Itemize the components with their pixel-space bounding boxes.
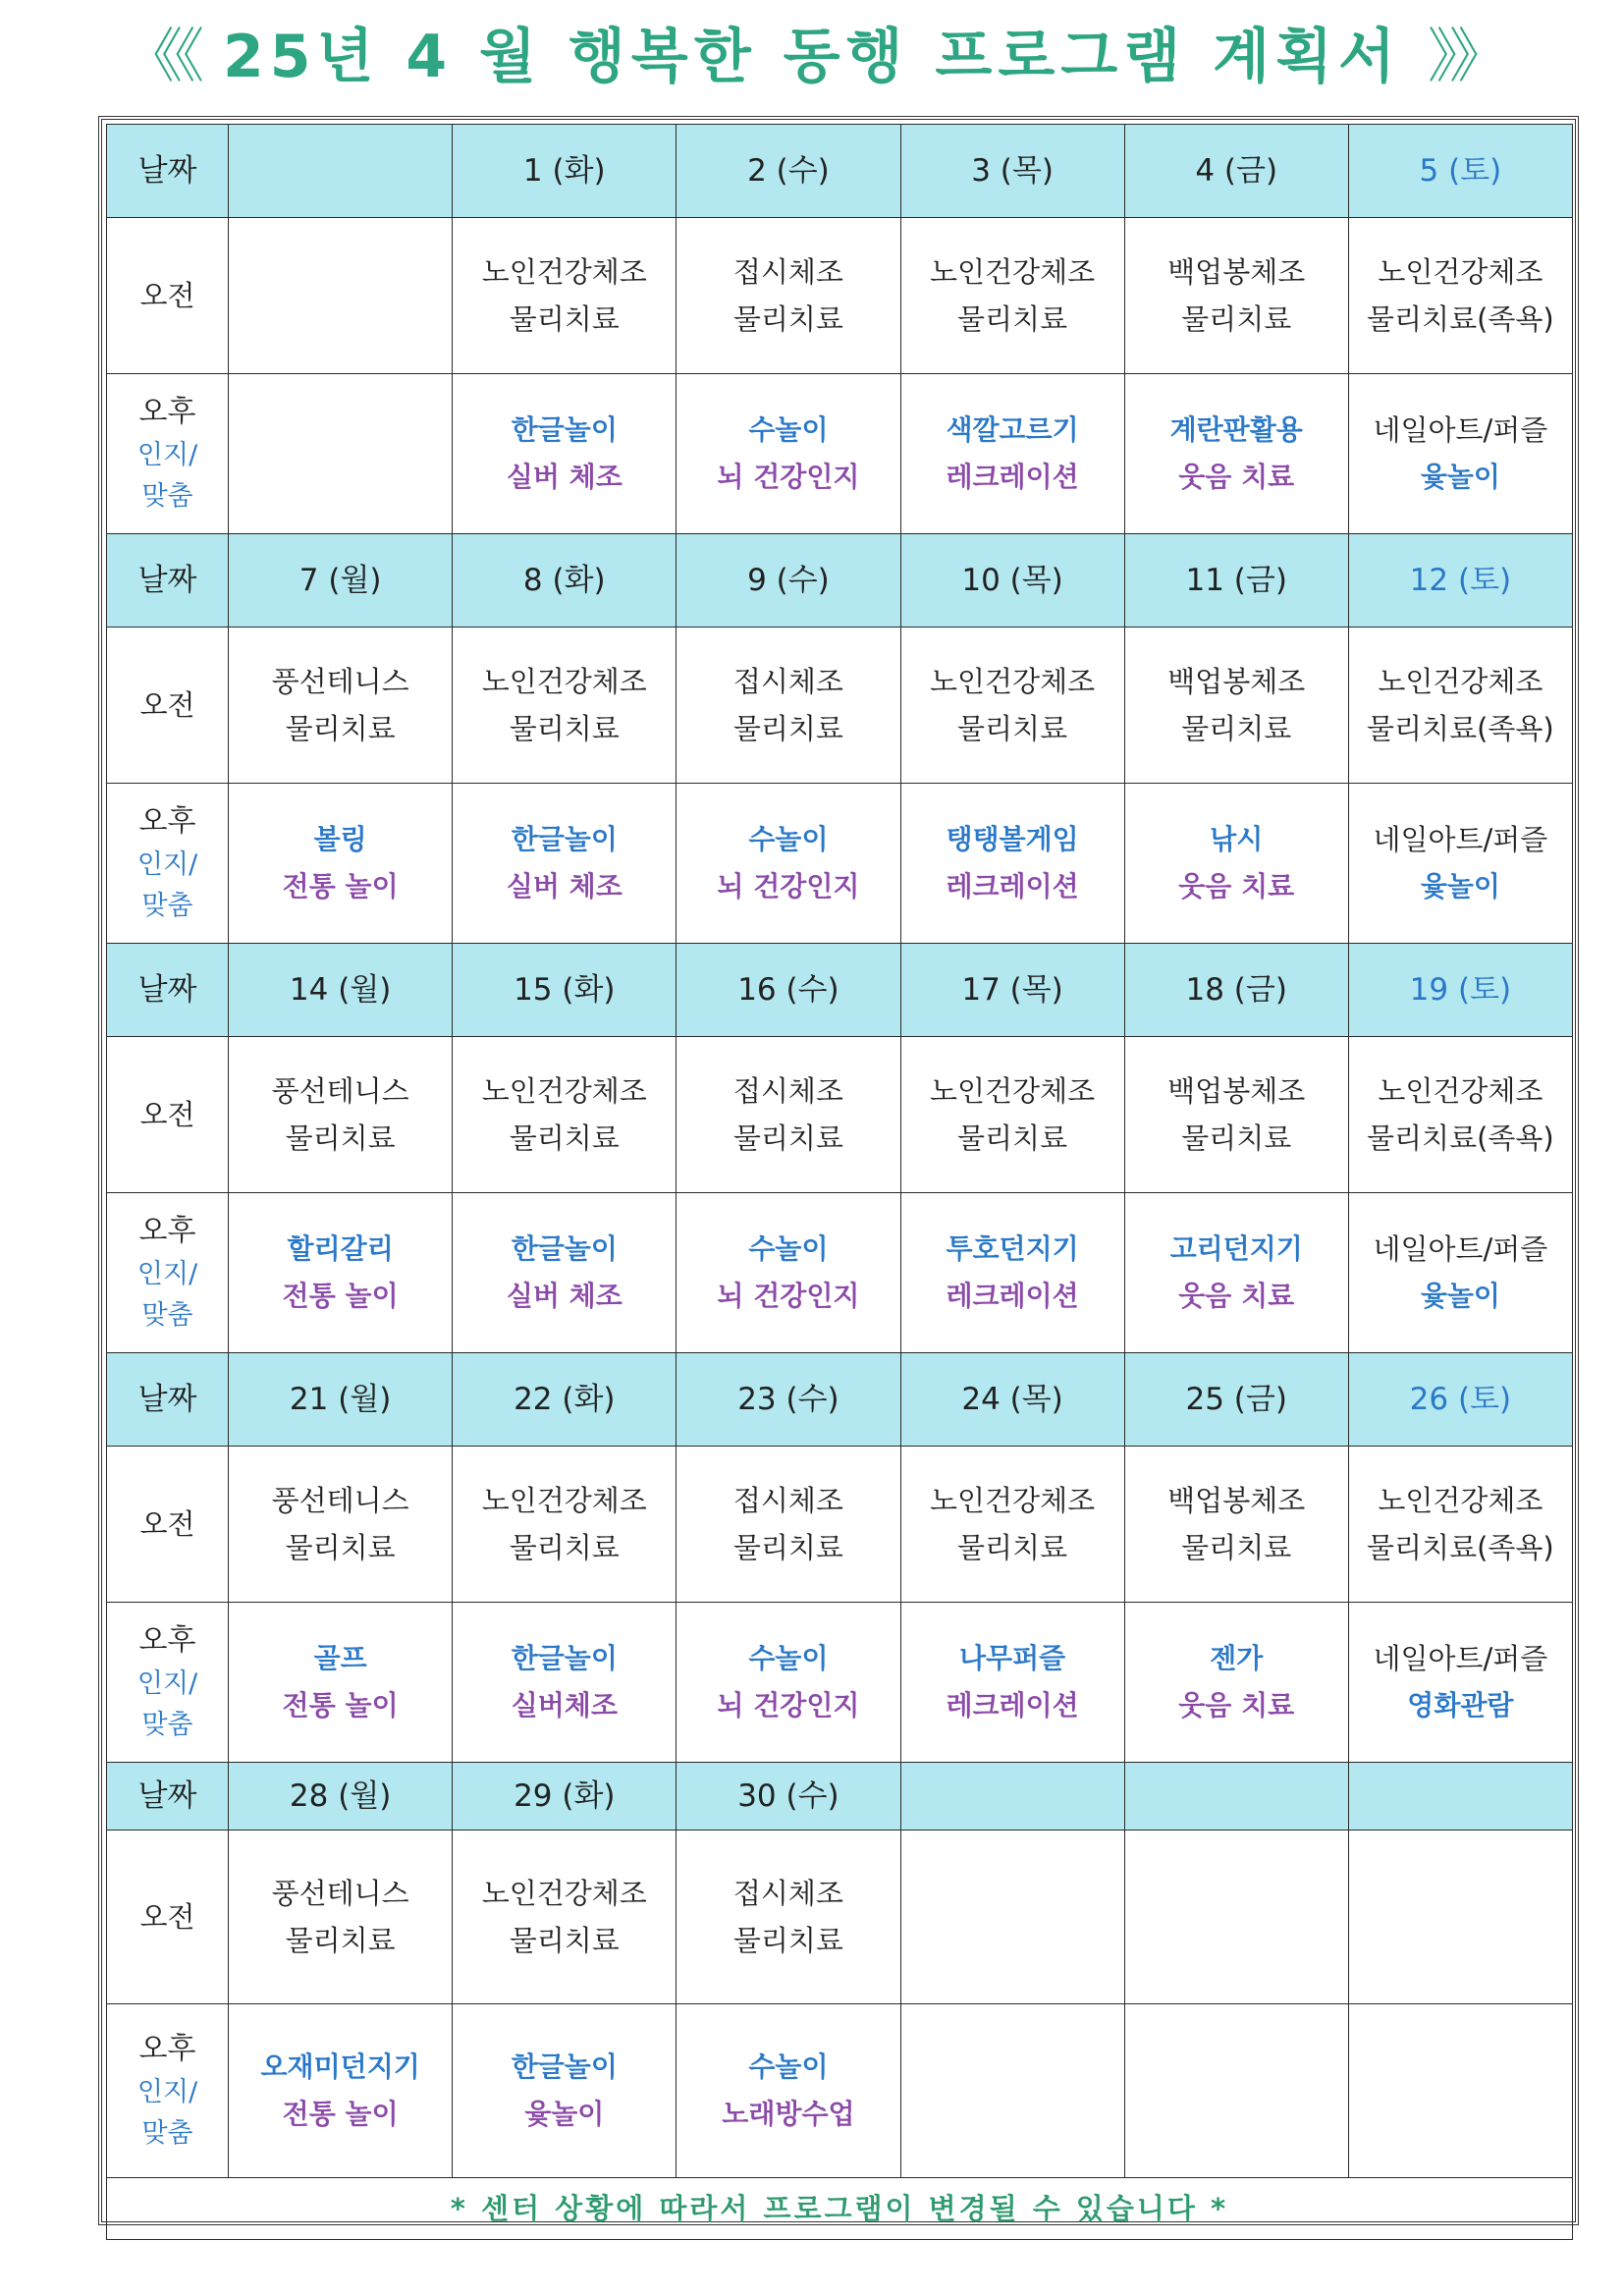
pm-program-line: 뇌 건강인지 bbox=[717, 461, 860, 493]
am-program-line: 물리치료 bbox=[285, 1531, 396, 1564]
pm-program-line: 실버체조 bbox=[511, 1689, 618, 1722]
am-program-cell bbox=[229, 628, 453, 784]
date-label: 날짜 bbox=[107, 1353, 229, 1447]
pm-program-cell bbox=[1348, 374, 1572, 534]
pm-program-cell bbox=[1124, 374, 1348, 534]
pm-program-line: 색깔고르기 bbox=[946, 413, 1079, 446]
pm-label-line: 맞춤 bbox=[141, 2118, 193, 2149]
pm-program-line: 실버 체조 bbox=[506, 1280, 623, 1312]
am-program-line: 백업봉체조 bbox=[1167, 1484, 1306, 1517]
am-program-line: 노인건강체조 bbox=[1378, 665, 1543, 698]
pm-label bbox=[107, 1603, 229, 1763]
am-program-cell bbox=[1124, 218, 1348, 374]
pm-program-cell bbox=[453, 2004, 677, 2178]
pm-program-line: 레크레이션 bbox=[946, 461, 1079, 493]
pm-program-cell bbox=[677, 2004, 900, 2178]
pm-program-line: 노래방수업 bbox=[722, 2098, 855, 2130]
pm-program-line: 나무퍼즐 bbox=[958, 1642, 1066, 1674]
pm-program-line: 윷놀이 bbox=[1420, 1280, 1500, 1312]
am-program-cell bbox=[229, 1037, 453, 1193]
am-row bbox=[107, 1037, 1573, 1193]
pm-row bbox=[107, 784, 1573, 944]
pm-program-line: 전통 놀이 bbox=[282, 1280, 399, 1312]
pm-program-cell bbox=[453, 1193, 677, 1353]
pm-label bbox=[107, 1193, 229, 1353]
pm-program-line: 전통 놀이 bbox=[282, 2098, 399, 2130]
am-program-line: 물리치료 bbox=[732, 1121, 843, 1155]
pm-label-line: 오후 bbox=[138, 804, 196, 839]
pm-program-line: 고리던지기 bbox=[1169, 1232, 1303, 1265]
am-program-line: 물리치료(족욕) bbox=[1367, 302, 1554, 336]
program-calendar-table bbox=[106, 124, 1573, 2240]
pm-program-cell bbox=[677, 374, 900, 534]
am-program-line: 물리치료 bbox=[1181, 712, 1292, 745]
date-cell: 9 (수) bbox=[677, 534, 900, 628]
pm-label-line: 맞춤 bbox=[141, 481, 193, 512]
pm-program-line: 한글놀이 bbox=[511, 1642, 618, 1674]
pm-program-line: 윷놀이 bbox=[1420, 870, 1500, 902]
am-program-line: 노인건강체조 bbox=[1378, 1074, 1543, 1108]
date-label: 날짜 bbox=[107, 534, 229, 628]
am-program-line: 노인건강체조 bbox=[481, 1484, 647, 1517]
am-program-line: 물리치료 bbox=[509, 1924, 620, 1957]
am-program-line: 물리치료(족욕) bbox=[1367, 1121, 1554, 1155]
date-cell: 23 (수) bbox=[677, 1353, 900, 1447]
date-cell: 21 (월) bbox=[229, 1353, 453, 1447]
am-row bbox=[107, 1447, 1573, 1603]
am-program-line: 노인건강체조 bbox=[481, 255, 647, 289]
am-program-cell bbox=[1348, 1831, 1572, 2004]
am-label: 오전 bbox=[107, 1447, 229, 1603]
am-program-line: 물리치료 bbox=[957, 712, 1068, 745]
date-label: 날짜 bbox=[107, 944, 229, 1037]
am-program-line: 물리치료(족욕) bbox=[1367, 712, 1554, 745]
am-program-cell bbox=[453, 1831, 677, 2004]
pm-row bbox=[107, 374, 1573, 534]
am-program-cell bbox=[453, 1037, 677, 1193]
am-row bbox=[107, 1831, 1573, 2004]
date-cell: 4 (금) bbox=[1124, 125, 1348, 218]
am-row bbox=[107, 218, 1573, 374]
pm-program-cell bbox=[677, 784, 900, 944]
am-program-line: 물리치료 bbox=[957, 302, 1068, 336]
pm-program-line: 한글놀이 bbox=[511, 823, 618, 855]
pm-label-line: 인지/ bbox=[136, 849, 198, 880]
pm-program-line: 웃음 치료 bbox=[1178, 870, 1295, 902]
am-program-line: 노인건강체조 bbox=[481, 665, 647, 698]
pm-label-line: 맞춤 bbox=[141, 1710, 193, 1740]
pm-program-line: 네일아트/퍼즐 bbox=[1373, 1232, 1548, 1266]
title-text: 25년 4 월 행복한 동행 프로그램 계획서 bbox=[222, 23, 1401, 91]
am-program-cell bbox=[1348, 218, 1572, 374]
pm-program-cell bbox=[1124, 1603, 1348, 1763]
pm-program-cell bbox=[1348, 1603, 1572, 1763]
pm-program-cell bbox=[900, 374, 1124, 534]
pm-program-line: 영화관람 bbox=[1407, 1689, 1514, 1722]
am-program-line: 노인건강체조 bbox=[481, 1074, 647, 1108]
date-cell: 10 (목) bbox=[900, 534, 1124, 628]
pm-program-line: 윷놀이 bbox=[1420, 461, 1500, 493]
pm-program-cell bbox=[453, 374, 677, 534]
am-program-line: 접시체조 bbox=[732, 1484, 843, 1517]
pm-program-cell bbox=[453, 1603, 677, 1763]
date-cell bbox=[229, 125, 453, 218]
am-program-line: 백업봉체조 bbox=[1167, 255, 1306, 289]
page-title bbox=[0, 18, 1624, 96]
pm-program-line: 레크레이션 bbox=[946, 1280, 1079, 1312]
am-label: 오전 bbox=[107, 218, 229, 374]
am-program-cell bbox=[677, 1831, 900, 2004]
date-row bbox=[107, 534, 1573, 628]
pm-program-line: 투호던지기 bbox=[946, 1232, 1079, 1265]
am-program-line: 노인건강체조 bbox=[930, 665, 1096, 698]
am-program-line: 물리치료 bbox=[957, 1121, 1068, 1155]
am-program-line: 물리치료 bbox=[1181, 1121, 1292, 1155]
am-program-line: 노인건강체조 bbox=[481, 1877, 647, 1910]
am-program-cell bbox=[677, 218, 900, 374]
am-program-cell bbox=[453, 1447, 677, 1603]
am-program-cell bbox=[900, 628, 1124, 784]
pm-program-cell bbox=[229, 1603, 453, 1763]
am-program-line: 풍선테니스 bbox=[271, 1484, 409, 1517]
date-cell bbox=[1124, 1763, 1348, 1831]
date-cell: 17 (목) bbox=[900, 944, 1124, 1037]
pm-program-line: 네일아트/퍼즐 bbox=[1373, 413, 1548, 447]
am-program-cell bbox=[229, 218, 453, 374]
am-program-line: 백업봉체조 bbox=[1167, 1074, 1306, 1108]
date-cell: 24 (목) bbox=[900, 1353, 1124, 1447]
am-program-line: 물리치료 bbox=[509, 1121, 620, 1155]
pm-program-line: 뇌 건강인지 bbox=[717, 870, 860, 902]
am-program-line: 물리치료 bbox=[732, 1531, 843, 1564]
pm-program-cell bbox=[1348, 784, 1572, 944]
pm-row bbox=[107, 1603, 1573, 1763]
am-program-cell bbox=[1348, 1037, 1572, 1193]
date-cell: 2 (수) bbox=[677, 125, 900, 218]
pm-program-cell bbox=[1348, 2004, 1572, 2178]
pm-program-line: 레크레이션 bbox=[946, 870, 1079, 902]
am-row bbox=[107, 628, 1573, 784]
am-program-line: 노인건강체조 bbox=[1378, 1484, 1543, 1517]
pm-program-line: 수놀이 bbox=[748, 1232, 829, 1265]
am-program-line: 풍선테니스 bbox=[271, 1877, 409, 1910]
date-cell: 8 (화) bbox=[453, 534, 677, 628]
pm-program-cell bbox=[900, 1193, 1124, 1353]
date-row bbox=[107, 944, 1573, 1037]
am-program-line: 물리치료 bbox=[285, 1121, 396, 1155]
am-program-line: 접시체조 bbox=[732, 255, 843, 289]
date-cell: 15 (화) bbox=[453, 944, 677, 1037]
pm-program-line: 계란판활용 bbox=[1169, 413, 1303, 446]
pm-program-line: 낚시 bbox=[1210, 823, 1264, 855]
am-program-cell bbox=[1124, 1831, 1348, 2004]
am-program-cell bbox=[900, 218, 1124, 374]
am-program-cell bbox=[229, 1831, 453, 2004]
pm-program-cell bbox=[229, 1193, 453, 1353]
am-program-line: 물리치료 bbox=[509, 1531, 620, 1564]
pm-row bbox=[107, 1193, 1573, 1353]
pm-program-cell bbox=[900, 1603, 1124, 1763]
pm-program-cell bbox=[453, 784, 677, 944]
am-program-cell bbox=[453, 628, 677, 784]
date-cell: 7 (월) bbox=[229, 534, 453, 628]
am-label: 오전 bbox=[107, 1037, 229, 1193]
pm-program-cell bbox=[900, 784, 1124, 944]
date-cell: 22 (화) bbox=[453, 1353, 677, 1447]
am-program-line: 물리치료 bbox=[509, 302, 620, 336]
pm-label-line: 오후 bbox=[138, 395, 196, 429]
am-program-cell bbox=[1124, 1447, 1348, 1603]
date-cell: 18 (금) bbox=[1124, 944, 1348, 1037]
date-cell: 3 (목) bbox=[900, 125, 1124, 218]
am-program-cell bbox=[1348, 1447, 1572, 1603]
date-cell: 5 (토) bbox=[1348, 125, 1572, 218]
pm-program-line: 수놀이 bbox=[748, 413, 829, 446]
date-cell: 26 (토) bbox=[1348, 1353, 1572, 1447]
am-program-cell bbox=[677, 628, 900, 784]
pm-program-line: 수놀이 bbox=[748, 823, 829, 855]
am-program-line: 물리치료(족욕) bbox=[1367, 1531, 1554, 1564]
pm-program-line: 뇌 건강인지 bbox=[717, 1280, 860, 1312]
pm-label-line: 맞춤 bbox=[141, 1300, 193, 1331]
date-cell: 28 (월) bbox=[229, 1763, 453, 1831]
pm-program-line: 볼링 bbox=[313, 823, 367, 855]
am-program-cell bbox=[1124, 1037, 1348, 1193]
pm-program-cell bbox=[229, 2004, 453, 2178]
date-row bbox=[107, 1763, 1573, 1831]
date-label: 날짜 bbox=[107, 125, 229, 218]
am-program-line: 물리치료 bbox=[285, 1924, 396, 1957]
am-program-cell bbox=[900, 1037, 1124, 1193]
date-cell: 30 (수) bbox=[677, 1763, 900, 1831]
date-cell bbox=[1348, 1763, 1572, 1831]
am-program-line: 접시체조 bbox=[732, 1074, 843, 1108]
pm-program-cell bbox=[229, 784, 453, 944]
am-program-line: 물리치료 bbox=[732, 1924, 843, 1957]
schedule-change-notice: * 센터 상황에 따라서 프로그램이 변경될 수 있습니다 * bbox=[107, 2178, 1573, 2240]
am-program-line: 노인건강체조 bbox=[930, 1484, 1096, 1517]
date-row bbox=[107, 1353, 1573, 1447]
pm-row bbox=[107, 2004, 1573, 2178]
am-program-line: 노인건강체조 bbox=[930, 255, 1096, 289]
pm-program-cell bbox=[1124, 2004, 1348, 2178]
am-program-line: 풍선테니스 bbox=[271, 1074, 409, 1108]
pm-program-line: 레크레이션 bbox=[946, 1689, 1079, 1722]
am-program-line: 물리치료 bbox=[509, 712, 620, 745]
am-program-line: 풍선테니스 bbox=[271, 665, 409, 698]
am-program-line: 물리치료 bbox=[732, 302, 843, 336]
pm-label bbox=[107, 374, 229, 534]
date-cell: 14 (월) bbox=[229, 944, 453, 1037]
pm-program-line: 탱탱볼게임 bbox=[946, 823, 1079, 855]
pm-program-line: 오재미던지기 bbox=[260, 2050, 420, 2083]
pm-program-line: 웃음 치료 bbox=[1178, 1689, 1295, 1722]
pm-program-cell bbox=[677, 1603, 900, 1763]
pm-program-line: 뇌 건강인지 bbox=[717, 1689, 860, 1722]
am-program-line: 물리치료 bbox=[957, 1531, 1068, 1564]
pm-label-line: 인지/ bbox=[136, 1668, 198, 1699]
pm-program-line: 윷놀이 bbox=[524, 2098, 605, 2130]
am-program-cell bbox=[229, 1447, 453, 1603]
title-left-bracket: 《《 bbox=[124, 23, 197, 91]
am-program-cell bbox=[900, 1447, 1124, 1603]
am-program-line: 노인건강체조 bbox=[930, 1074, 1096, 1108]
pm-program-line: 수놀이 bbox=[748, 1642, 829, 1674]
pm-label bbox=[107, 2004, 229, 2178]
am-label: 오전 bbox=[107, 1831, 229, 2004]
pm-program-line: 네일아트/퍼즐 bbox=[1373, 823, 1548, 856]
date-cell: 16 (수) bbox=[677, 944, 900, 1037]
pm-label-line: 인지/ bbox=[136, 1259, 198, 1289]
pm-program-cell bbox=[900, 2004, 1124, 2178]
am-label: 오전 bbox=[107, 628, 229, 784]
pm-program-line: 한글놀이 bbox=[511, 1232, 618, 1265]
date-cell: 12 (토) bbox=[1348, 534, 1572, 628]
am-program-cell bbox=[900, 1831, 1124, 2004]
pm-label bbox=[107, 784, 229, 944]
pm-program-cell bbox=[1124, 1193, 1348, 1353]
am-program-line: 물리치료 bbox=[285, 712, 396, 745]
date-cell bbox=[900, 1763, 1124, 1831]
pm-program-line: 한글놀이 bbox=[511, 2050, 618, 2083]
date-label: 날짜 bbox=[107, 1763, 229, 1831]
pm-program-line: 실버 체조 bbox=[506, 461, 623, 493]
date-cell: 25 (금) bbox=[1124, 1353, 1348, 1447]
pm-program-line: 할리갈리 bbox=[287, 1232, 394, 1265]
pm-program-line: 수놀이 bbox=[748, 2050, 829, 2083]
title-right-bracket: 》》 bbox=[1427, 23, 1500, 91]
pm-program-line: 전통 놀이 bbox=[282, 870, 399, 902]
pm-program-line: 한글놀이 bbox=[511, 413, 618, 446]
date-cell: 11 (금) bbox=[1124, 534, 1348, 628]
pm-program-line: 실버 체조 bbox=[506, 870, 623, 902]
pm-label-line: 오후 bbox=[138, 2032, 196, 2066]
pm-program-cell bbox=[677, 1193, 900, 1353]
pm-program-line: 네일아트/퍼즐 bbox=[1373, 1642, 1548, 1675]
am-program-line: 접시체조 bbox=[732, 665, 843, 698]
date-row bbox=[107, 125, 1573, 218]
am-program-cell bbox=[677, 1447, 900, 1603]
pm-program-line: 전통 놀이 bbox=[282, 1689, 399, 1722]
pm-label-line: 인지/ bbox=[136, 2077, 198, 2107]
schedule-sheet bbox=[98, 116, 1579, 2225]
pm-program-line: 젠가 bbox=[1210, 1642, 1264, 1674]
pm-program-cell bbox=[1348, 1193, 1572, 1353]
am-program-cell bbox=[453, 218, 677, 374]
am-program-cell bbox=[1348, 628, 1572, 784]
pm-label-line: 맞춤 bbox=[141, 891, 193, 921]
pm-program-line: 웃음 치료 bbox=[1178, 1280, 1295, 1312]
am-program-line: 물리치료 bbox=[732, 712, 843, 745]
am-program-line: 물리치료 bbox=[1181, 1531, 1292, 1564]
pm-program-line: 골프 bbox=[313, 1642, 367, 1674]
am-program-cell bbox=[677, 1037, 900, 1193]
am-program-line: 접시체조 bbox=[732, 1877, 843, 1910]
date-cell: 19 (토) bbox=[1348, 944, 1572, 1037]
date-cell: 1 (화) bbox=[453, 125, 677, 218]
pm-label-line: 오후 bbox=[138, 1214, 196, 1248]
pm-program-cell bbox=[1124, 784, 1348, 944]
pm-label-line: 오후 bbox=[138, 1623, 196, 1658]
pm-label-line: 인지/ bbox=[136, 440, 198, 470]
date-cell: 29 (화) bbox=[453, 1763, 677, 1831]
pm-program-line: 웃음 치료 bbox=[1178, 461, 1295, 493]
am-program-line: 백업봉체조 bbox=[1167, 665, 1306, 698]
am-program-line: 물리치료 bbox=[1181, 302, 1292, 336]
am-program-cell bbox=[1124, 628, 1348, 784]
am-program-line: 노인건강체조 bbox=[1378, 255, 1543, 289]
pm-program-cell bbox=[229, 374, 453, 534]
